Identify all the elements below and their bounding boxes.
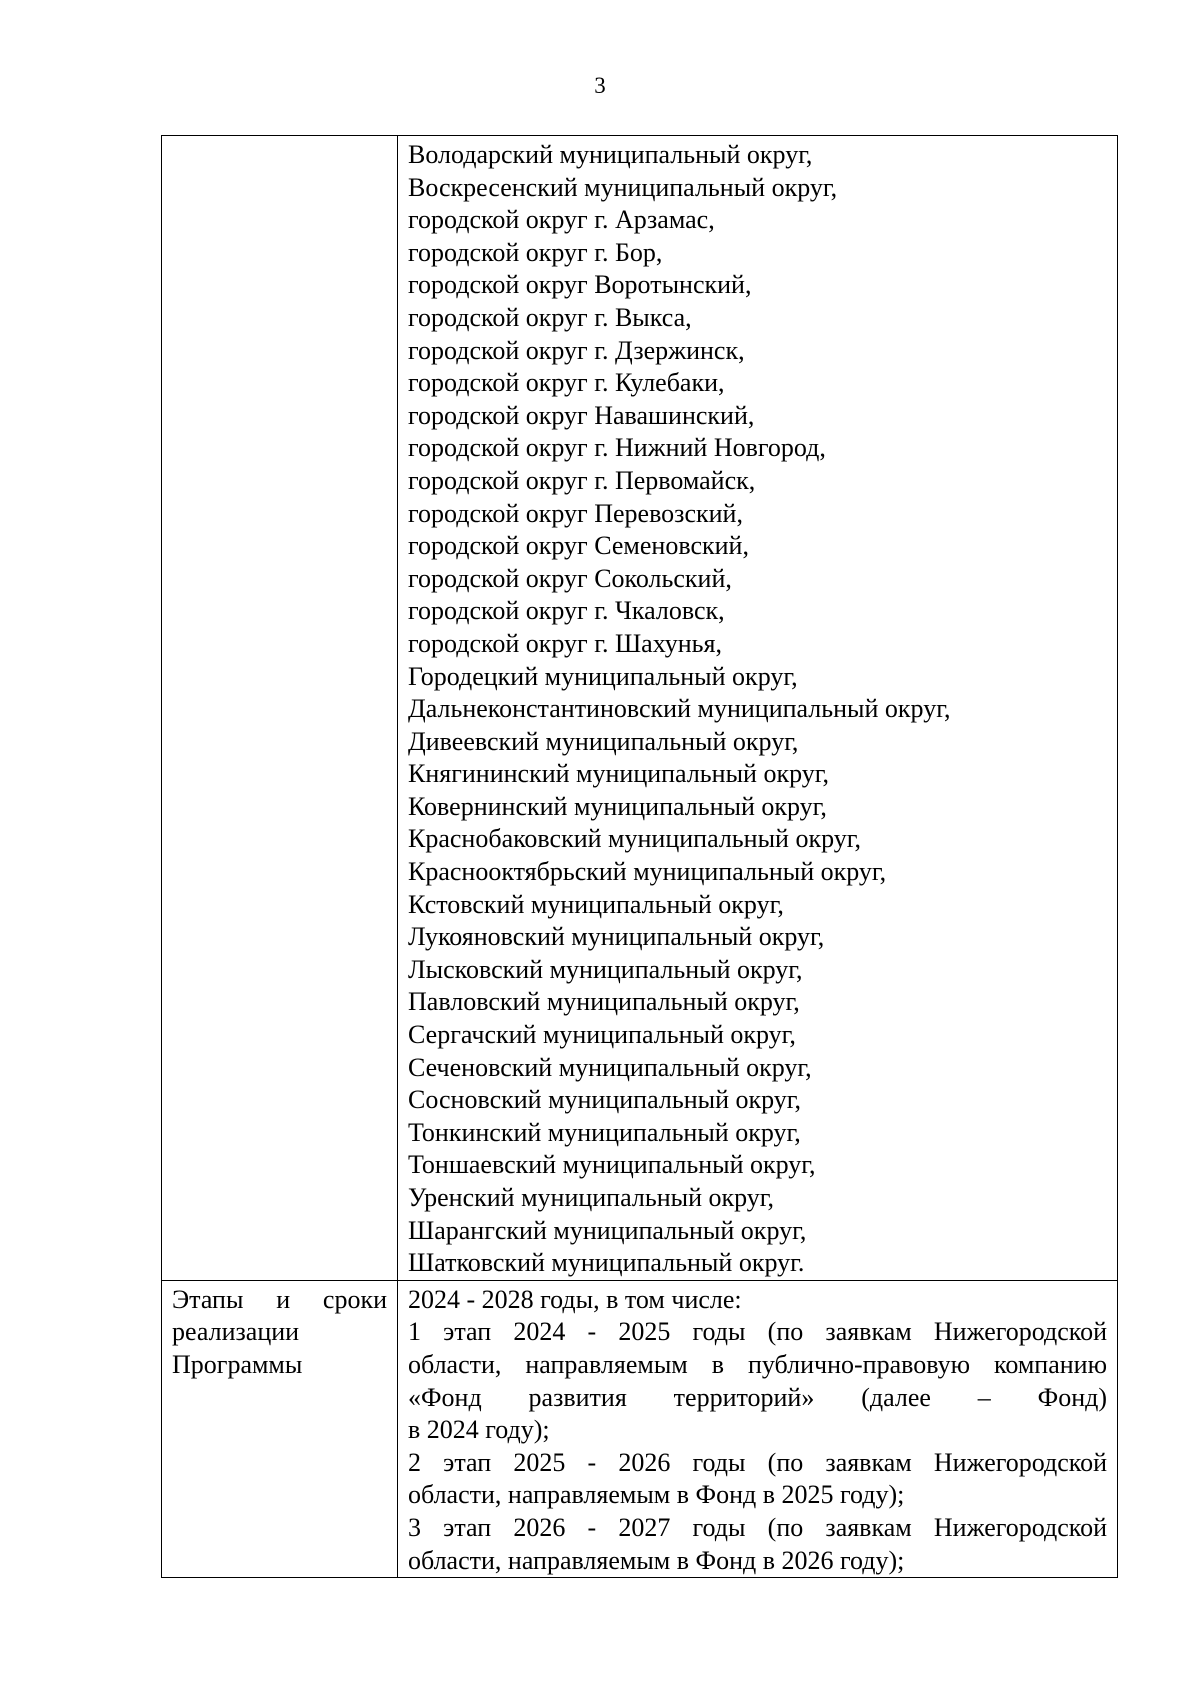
list-item: Сеченовский муниципальный округ, (408, 1052, 812, 1082)
list-item: Тонкинский муниципальный округ, (408, 1117, 801, 1147)
list-item: Лысковский муниципальный округ, (408, 954, 803, 984)
stage3-line: 3 этап 2026 - 2027 годы (по заявкам Нижегородской (408, 1512, 1107, 1542)
list-item: Краснобаковский муниципальный округ, (408, 824, 861, 854)
table-row-stages (162, 1280, 1118, 1577)
list-item: городской округ Воротынский, (408, 270, 752, 300)
list-item: Павловский муниципальный округ, (408, 987, 800, 1017)
list-item: Володарский муниципальный округ, (408, 140, 813, 169)
list-item: городской округ Перевозский, (408, 498, 743, 528)
list-item: Краснооктябрьский муниципальный округ, (408, 857, 887, 887)
list-item: городской округ Семеновский, (408, 531, 749, 561)
stages-label-line: Программы (172, 1349, 303, 1379)
list-item: городской округ Сокольский, (408, 563, 732, 593)
page-number: 3 (594, 73, 606, 98)
row-label-cell (162, 136, 398, 1281)
stage1-line: в 2024 году); (408, 1415, 550, 1445)
program-passport-table (161, 135, 1118, 1578)
list-item: Городецкий муниципальный округ, (408, 661, 798, 691)
list-item: городской округ г. Дзержинск, (408, 335, 745, 365)
list-item: Шатковский муниципальный округ. (408, 1248, 805, 1278)
stages-intro: 2024 - 2028 годы, в том числе: (408, 1284, 742, 1314)
list-item: Лукояновский муниципальный округ, (408, 922, 825, 952)
list-item: городской округ г. Кулебаки, (408, 368, 725, 398)
list-item: городской округ Навашинский, (408, 400, 755, 430)
stage1-line: области, направляемым в публично-правовую компанию (408, 1349, 1107, 1379)
list-item: Дальнеконстантиновский муниципальный округ, (408, 694, 951, 724)
list-item: Сосновский муниципальный округ, (408, 1085, 802, 1115)
stages-content-cell (398, 1280, 1118, 1577)
municipalities-list (398, 136, 1118, 1281)
list-item: Княгининский муниципальный округ, (408, 759, 829, 789)
list-item: городской округ г. Первомайск, (408, 465, 756, 495)
stage1-line: «Фонд развития территорий» (далее – Фонд) (408, 1382, 1107, 1412)
list-item: Шарангский муниципальный округ, (408, 1215, 807, 1245)
stages-label-line: Этапы и сроки (172, 1284, 387, 1314)
list-item: Воскресенский муниципальный округ, (408, 172, 838, 202)
list-item: Тоншаевский муниципальный округ, (408, 1150, 816, 1180)
stage1-line: 1 этап 2024 - 2025 годы (по заявкам Нижегородской (408, 1317, 1107, 1347)
list-item: городской округ г. Бор, (408, 237, 663, 267)
stages-label-line: реализации (172, 1317, 300, 1347)
stage2-line: 2 этап 2025 - 2026 годы (по заявкам Нижегородской (408, 1447, 1107, 1477)
list-item: городской округ г. Чкаловск, (408, 596, 725, 626)
table-row-municipalities (162, 136, 1118, 1281)
list-item: Уренский муниципальный округ, (408, 1183, 775, 1212)
stages-label-cell (162, 1280, 398, 1577)
list-item: Кстовский муниципальный округ, (408, 889, 784, 919)
list-item: Ковернинский муниципальный округ, (408, 791, 827, 821)
list-item: городской округ г. Нижний Новгород, (408, 433, 826, 463)
list-item: Сергачский муниципальный округ, (408, 1020, 796, 1050)
stage2-line: области, направляемым в Фонд в 2025 году); (408, 1480, 905, 1510)
list-item: городской округ г. Арзамас, (408, 205, 715, 235)
list-item: Дивеевский муниципальный округ, (408, 726, 799, 756)
list-item: городской округ г. Шахунья, (408, 628, 722, 658)
list-item: городской округ г. Выкса, (408, 302, 692, 332)
stage3-line: области, направляемым в Фонд в 2026 году); (408, 1545, 905, 1575)
